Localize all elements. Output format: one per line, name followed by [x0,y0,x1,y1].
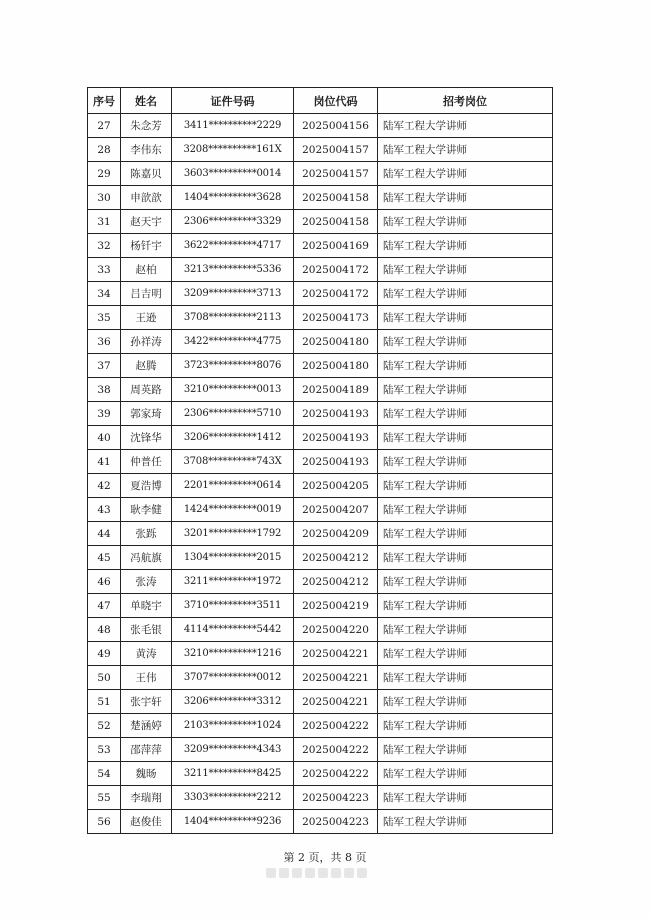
id-number-cell: 3708**********743X [172,450,294,474]
name-cell: 李伟东 [121,138,172,162]
table-row [88,162,553,186]
post-code-cell: 2025004193 [294,450,378,474]
table-row [88,594,553,618]
post-code-cell: 2025004207 [294,498,378,522]
post-code-cell: 2025004156 [294,114,378,138]
post-cell: 陆军工程大学讲师 [378,330,553,354]
name-cell: 单晓宇 [121,594,172,618]
post-cell: 陆军工程大学讲师 [378,402,553,426]
post-cell: 陆军工程大学讲师 [378,306,553,330]
seq-cell: 48 [88,618,121,642]
id-number-cell: 1424**********0019 [172,498,294,522]
seq-cell: 33 [88,258,121,282]
header-id-number: 证件号码 [172,88,294,114]
post-code-cell: 2025004180 [294,330,378,354]
table-row [88,402,553,426]
name-cell: 吕吉明 [121,282,172,306]
table-row [88,810,553,834]
seq-cell: 40 [88,426,121,450]
id-number-cell: 3211**********1972 [172,570,294,594]
name-cell: 张毛银 [121,618,172,642]
post-cell: 陆军工程大学讲师 [378,786,553,810]
table-row [88,234,553,258]
seq-cell: 39 [88,402,121,426]
table-row [88,306,553,330]
post-cell: 陆军工程大学讲师 [378,762,553,786]
watermark-logo [266,865,384,881]
post-cell: 陆军工程大学讲师 [378,114,553,138]
table-row [88,690,553,714]
seq-cell: 32 [88,234,121,258]
post-code-cell: 2025004172 [294,282,378,306]
table-header-row [88,88,553,114]
post-code-cell: 2025004205 [294,474,378,498]
header-post: 招考岗位 [378,88,553,114]
post-cell: 陆军工程大学讲师 [378,642,553,666]
post-code-cell: 2025004180 [294,354,378,378]
page-number: 第 2 页，共 8 页 [283,851,367,864]
name-cell: 王伟 [121,666,172,690]
post-code-cell: 2025004223 [294,810,378,834]
post-cell: 陆军工程大学讲师 [378,234,553,258]
seq-cell: 29 [88,162,121,186]
post-cell: 陆军工程大学讲师 [378,162,553,186]
table-row [88,450,553,474]
table-row [88,282,553,306]
name-cell: 楚涵婷 [121,714,172,738]
post-cell: 陆军工程大学讲师 [378,738,553,762]
post-code-cell: 2025004221 [294,666,378,690]
post-cell: 陆军工程大学讲师 [378,546,553,570]
post-code-cell: 2025004193 [294,426,378,450]
id-number-cell: 3210**********0013 [172,378,294,402]
post-code-cell: 2025004173 [294,306,378,330]
seq-cell: 45 [88,546,121,570]
name-cell: 张跞 [121,522,172,546]
header-seq: 序号 [88,88,121,114]
id-number-cell: 3206**********1412 [172,426,294,450]
name-cell: 杨钎宇 [121,234,172,258]
table-row [88,738,553,762]
seq-cell: 56 [88,810,121,834]
seq-cell: 52 [88,714,121,738]
name-cell: 张宇轩 [121,690,172,714]
seq-cell: 49 [88,642,121,666]
seq-cell: 30 [88,186,121,210]
post-cell: 陆军工程大学讲师 [378,138,553,162]
name-cell: 赵天宇 [121,210,172,234]
post-cell: 陆军工程大学讲师 [378,810,553,834]
seq-cell: 43 [88,498,121,522]
post-code-cell: 2025004212 [294,546,378,570]
post-code-cell: 2025004212 [294,570,378,594]
table-row [88,666,553,690]
post-code-cell: 2025004193 [294,402,378,426]
id-number-cell: 3208**********161X [172,138,294,162]
id-number-cell: 3708**********2113 [172,306,294,330]
post-cell: 陆军工程大学讲师 [378,474,553,498]
post-cell: 陆军工程大学讲师 [378,594,553,618]
post-code-cell: 2025004169 [294,234,378,258]
table-row [88,786,553,810]
seq-cell: 42 [88,474,121,498]
post-cell: 陆军工程大学讲师 [378,354,553,378]
id-number-cell: 3209**********4343 [172,738,294,762]
post-cell: 陆军工程大学讲师 [378,426,553,450]
id-number-cell: 3422**********4775 [172,330,294,354]
table-row [88,642,553,666]
post-code-cell: 2025004220 [294,618,378,642]
post-cell: 陆军工程大学讲师 [378,378,553,402]
post-cell: 陆军工程大学讲师 [378,210,553,234]
id-number-cell: 3411**********2229 [172,114,294,138]
seq-cell: 27 [88,114,121,138]
post-code-cell: 2025004157 [294,138,378,162]
post-cell: 陆军工程大学讲师 [378,186,553,210]
name-cell: 孙祥涛 [121,330,172,354]
seq-cell: 47 [88,594,121,618]
table-row [88,258,553,282]
seq-cell: 37 [88,354,121,378]
post-cell: 陆军工程大学讲师 [378,498,553,522]
post-code-cell: 2025004222 [294,714,378,738]
id-number-cell: 3211**********8425 [172,762,294,786]
id-number-cell: 3209**********3713 [172,282,294,306]
header-post-code: 岗位代码 [294,88,378,114]
post-code-cell: 2025004221 [294,642,378,666]
name-cell: 魏旸 [121,762,172,786]
name-cell: 赵柏 [121,258,172,282]
post-code-cell: 2025004219 [294,594,378,618]
id-number-cell: 2306**********5710 [172,402,294,426]
id-number-cell: 3303**********2212 [172,786,294,810]
table-row [88,570,553,594]
name-cell: 黄涛 [121,642,172,666]
id-number-cell: 3206**********3312 [172,690,294,714]
id-number-cell: 4114**********5442 [172,618,294,642]
post-cell: 陆军工程大学讲师 [378,570,553,594]
seq-cell: 51 [88,690,121,714]
id-number-cell: 3707**********0012 [172,666,294,690]
seq-cell: 54 [88,762,121,786]
name-cell: 沈锋华 [121,426,172,450]
post-cell: 陆军工程大学讲师 [378,450,553,474]
name-cell: 仲普任 [121,450,172,474]
id-number-cell: 3210**********1216 [172,642,294,666]
id-number-cell: 3603**********0014 [172,162,294,186]
name-cell: 赵腾 [121,354,172,378]
seq-cell: 41 [88,450,121,474]
table-row [88,498,553,522]
table-row [88,138,553,162]
post-cell: 陆军工程大学讲师 [378,282,553,306]
name-cell: 夏浩博 [121,474,172,498]
name-cell: 郭家琦 [121,402,172,426]
id-number-cell: 1304**********2015 [172,546,294,570]
post-code-cell: 2025004221 [294,690,378,714]
table-row [88,546,553,570]
name-cell: 李瑞翔 [121,786,172,810]
seq-cell: 35 [88,306,121,330]
post-cell: 陆军工程大学讲师 [378,522,553,546]
name-cell: 耿李健 [121,498,172,522]
name-cell: 赵俊佳 [121,810,172,834]
post-code-cell: 2025004158 [294,210,378,234]
name-cell: 陈嘉贝 [121,162,172,186]
post-cell: 陆军工程大学讲师 [378,690,553,714]
seq-cell: 34 [88,282,121,306]
id-number-cell: 3710**********3511 [172,594,294,618]
post-code-cell: 2025004157 [294,162,378,186]
post-code-cell: 2025004172 [294,258,378,282]
table-row [88,762,553,786]
id-number-cell: 3622**********4717 [172,234,294,258]
candidate-table [87,87,553,834]
table-row [88,186,553,210]
post-cell: 陆军工程大学讲师 [378,714,553,738]
post-code-cell: 2025004189 [294,378,378,402]
name-cell: 冯航旗 [121,546,172,570]
seq-cell: 31 [88,210,121,234]
post-code-cell: 2025004222 [294,762,378,786]
table-row [88,378,553,402]
seq-cell: 53 [88,738,121,762]
name-cell: 朱念芳 [121,114,172,138]
post-code-cell: 2025004222 [294,738,378,762]
name-cell: 申歆歆 [121,186,172,210]
table-row [88,210,553,234]
id-number-cell: 3723**********8076 [172,354,294,378]
table-row [88,354,553,378]
id-number-cell: 1404**********3628 [172,186,294,210]
name-cell: 邵萍萍 [121,738,172,762]
post-code-cell: 2025004209 [294,522,378,546]
table-row [88,474,553,498]
seq-cell: 44 [88,522,121,546]
id-number-cell: 2103**********1024 [172,714,294,738]
table-row [88,114,553,138]
post-cell: 陆军工程大学讲师 [378,666,553,690]
name-cell: 张涛 [121,570,172,594]
seq-cell: 36 [88,330,121,354]
table-row [88,714,553,738]
id-number-cell: 1404**********9236 [172,810,294,834]
header-name: 姓名 [121,88,172,114]
name-cell: 周英路 [121,378,172,402]
seq-cell: 46 [88,570,121,594]
id-number-cell: 2201**********0614 [172,474,294,498]
table-row [88,426,553,450]
seq-cell: 28 [88,138,121,162]
seq-cell: 50 [88,666,121,690]
table-row [88,618,553,642]
post-code-cell: 2025004158 [294,186,378,210]
post-cell: 陆军工程大学讲师 [378,258,553,282]
post-code-cell: 2025004223 [294,786,378,810]
table-body [88,114,553,834]
post-cell: 陆军工程大学讲师 [378,618,553,642]
table-row [88,522,553,546]
id-number-cell: 3213**********5336 [172,258,294,282]
table-row [88,330,553,354]
seq-cell: 38 [88,378,121,402]
id-number-cell: 3201**********1792 [172,522,294,546]
name-cell: 王逊 [121,306,172,330]
id-number-cell: 2306**********3329 [172,210,294,234]
seq-cell: 55 [88,786,121,810]
